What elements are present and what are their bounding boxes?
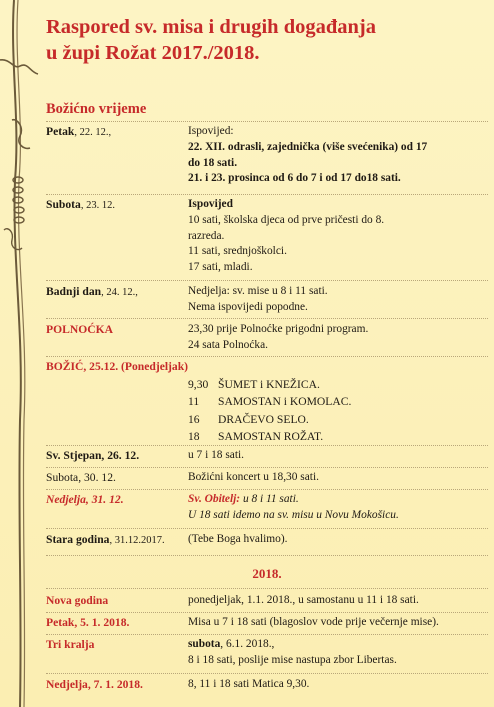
entry-label: POLNOĆKA [46,323,113,336]
entry-text: (Tebe Boga hvalimo). [188,533,288,545]
divider [46,356,488,357]
entry-label: Subota, 23. 12. [46,198,115,211]
divider [46,588,488,589]
divider [46,467,488,468]
entry-label: BOŽIĆ, 25.12. (Ponedjeljak) [46,360,189,373]
entry-text: Nedjelja: sv. mise u 8 i 11 sati. Nema ispovijedi popodne. [188,285,328,313]
entry-text: ponedjeljak, 1.1. 2018., u samostanu u 11 i 18 sati. [188,594,419,606]
entry-label: Badnji dan, 24. 12., [46,285,138,298]
entry-label: Sv. Stjepan, 26. 12. [46,449,140,462]
schedule-item: 11 SAMOSTAN i KOMOLAC. [188,395,352,409]
divider [46,612,488,613]
entry-text: Misa u 7 i 18 sati (blagoslov vode prije večernje mise). [188,616,439,628]
entry-text: Božićni koncert u 18,30 sati. [188,471,319,483]
entry-label: Nedjelja, 31. 12. [46,493,124,506]
year-heading: 2018. [252,566,282,581]
entry-text: Ispovijed 10 sati, školska djeca od prve pričesti do 8. razreda. 11 sati, srednjoškolci. 17 sati, mladi. [188,198,385,274]
title-line-1: Raspored sv. misa i drugih događanja [46,16,376,38]
divider [46,194,488,195]
entry-label: Subota, 30. 12. [46,471,116,484]
schedule-item: 16 DRAČEVO SELO. [188,412,309,426]
entry-text: Ispovijed: 22. XII. odrasli, zajednička (više svećenika) od 17 do 18 sati. 21. i 23. prosinca od 6 do 7 i od 17 do18 sati. [188,125,428,185]
rope-staff-decoration [0,0,40,707]
divider [46,318,488,319]
entry-text: u 7 i 18 sati. [188,449,245,461]
entry-label: Nedjelja, 7. 1. 2018. [46,678,143,691]
divider [46,121,488,122]
divider [46,445,488,446]
divider [46,528,488,529]
divider [46,489,488,490]
title-line-2: u župi Rožat 2017./2018. [46,42,260,64]
schedule-item: 9,30 ŠUMET i KNEŽICA. [188,378,320,391]
christmas-schedule [188,376,351,446]
entry-text: subota, 6.1. 2018., 8 i 18 sati, poslije mise nastupa zbor Libertas. [188,638,397,666]
divider [46,634,488,635]
entry-label: Stara godina, 31.12.2017. [46,533,165,546]
entry-text: 23,30 prije Polnoćke prigodni program. 24 sata Polnoćka. [188,323,369,351]
entry-label: Tri kralja [46,638,95,651]
schedule-item: 18 SAMOSTAN ROŽAT. [188,430,324,444]
divider [46,673,488,674]
entry-label: Petak, 22. 12., [46,125,112,138]
divider [46,555,488,556]
entry-text: 8, 11 i 18 sati Matica 9,30. [188,678,310,690]
page-title [46,14,486,66]
entry-text: Sv. Obitelj: u 8 i 11 sati. U 18 sati idemo na sv. misu u Novu Mokošicu. [188,493,399,521]
entry-label: Nova godina [46,594,109,607]
entry-label: Petak, 5. 1. 2018. [46,616,130,629]
section-heading: Božićno vrijeme [46,101,147,117]
divider [46,280,488,281]
